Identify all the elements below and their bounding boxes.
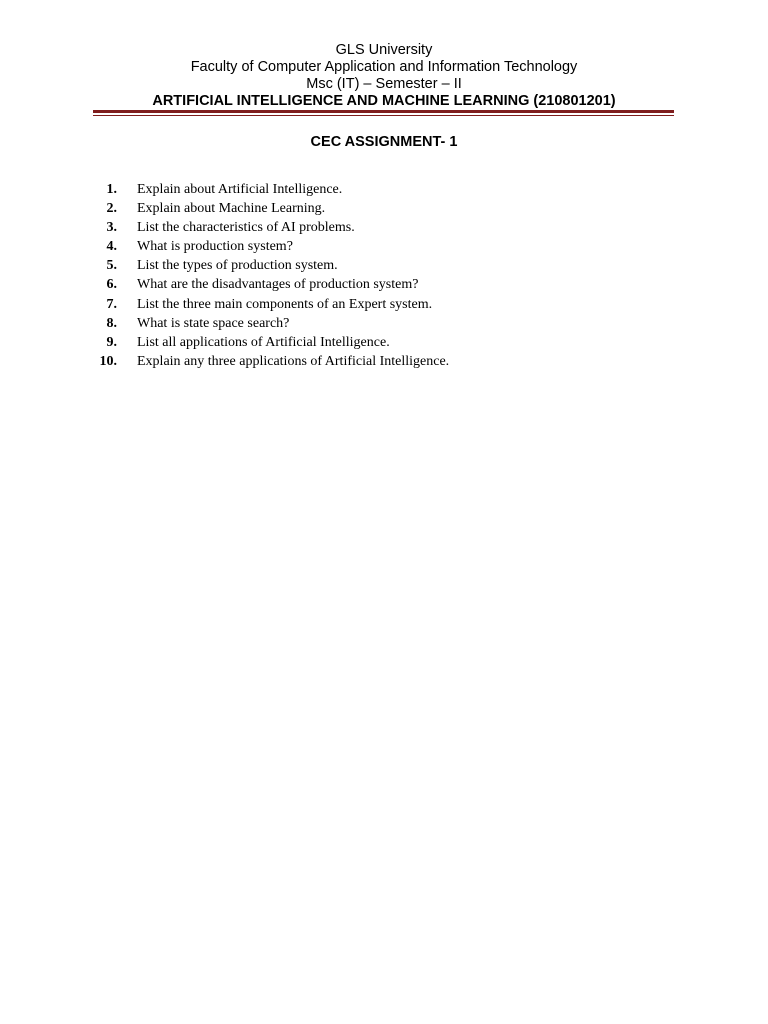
question-item (0, 237, 768, 256)
course-title: ARTIFICIAL INTELLIGENCE AND MACHINE LEARNING (210801201) (152, 93, 616, 109)
question-item (0, 256, 768, 275)
header-divider-thin (93, 115, 674, 116)
question-text: What is production system? (137, 239, 293, 255)
question-number: 5. (106, 258, 117, 274)
question-text: What is state space search? (137, 315, 290, 331)
question-number: 10. (99, 353, 117, 369)
question-number: 8. (106, 315, 117, 331)
faculty-name: Faculty of Computer Application and Information Technology (190, 59, 578, 75)
assignment-title: CEC ASSIGNMENT- 1 (310, 134, 458, 150)
question-number: 4. (106, 239, 117, 255)
program-name: Msc (IT) – Semester – II (306, 76, 462, 92)
question-number: 1. (106, 182, 117, 197)
university-name: GLS University (335, 42, 433, 58)
question-text: Explain about Machine Learning. (137, 201, 326, 217)
question-item (0, 295, 768, 314)
question-text: What are the disadvantages of production system? (137, 277, 419, 293)
question-text: List the three main components of an Expert system. (137, 296, 433, 312)
question-item (0, 218, 768, 237)
question-text: List all applications of Artificial Intelligence. (137, 334, 390, 350)
question-number: 3. (106, 220, 117, 236)
question-item (0, 333, 768, 352)
question-list (0, 180, 768, 371)
question-number: 6. (106, 277, 117, 293)
question-number: 9. (106, 334, 117, 350)
question-number: 7. (106, 296, 117, 312)
question-item (0, 275, 768, 294)
document-header (0, 42, 768, 110)
question-text: Explain any three applications of Artificial Intelligence. (137, 353, 450, 369)
question-number: 2. (106, 201, 117, 217)
question-text: List the types of production system. (137, 258, 338, 274)
question-text: Explain about Artificial Intelligence. (137, 182, 343, 197)
question-text: List the characteristics of AI problems. (137, 220, 355, 236)
question-item (0, 314, 768, 333)
question-item (0, 180, 768, 199)
header-divider-thick (93, 110, 674, 113)
question-item (0, 352, 768, 371)
question-item (0, 199, 768, 218)
